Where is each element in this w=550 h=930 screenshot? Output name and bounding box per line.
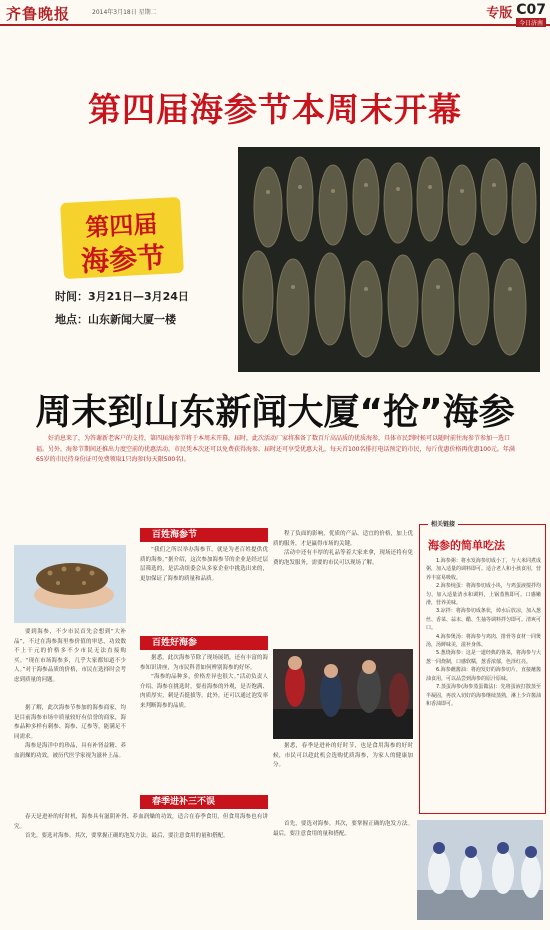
recipe-item: 4.海参煲汤：将海参与鸡肉、排骨等食材一同煲汤，汤鲜味美，滋补身体。 — [426, 633, 541, 649]
column-3-end — [273, 820, 413, 839]
section-name: 专版 — [486, 6, 513, 21]
recipe-item: 3.凉拌：将海参切成条状，焯水后放凉，加入葱丝、香菜、蒜末、醋、生抽等调料拌匀即可。清爽可口。 — [426, 608, 542, 632]
section-head-b: 百姓好海参 — [140, 636, 268, 650]
column-3-para-2: 活动中还有丰厚的礼品等着大家来拿，现场还将有免费的泡发服务，需要的市民可以现场了解。 — [273, 550, 413, 566]
column-3-end-para: 首先，要选对海参。其次，要掌握正确的泡发方法。最后，要注意食用的量和搭配。 — [273, 821, 413, 837]
masthead — [0, 0, 550, 26]
column-3-para-1: 程了负面的影响，优质的产品、适宜的价格，加上优质的服务，才是赢得市场的关键。 — [273, 531, 413, 547]
sea-cucumber-photo — [238, 147, 540, 372]
market-visitors-photo — [273, 649, 413, 739]
event-badge — [60, 197, 184, 279]
sidebar-title: 海参的简单吃法 — [428, 539, 505, 552]
section-head-c: 春季进补三不误 — [140, 795, 268, 809]
sea-cucumber-in-hand-photo — [14, 545, 126, 623]
section-subtitle: 今日济南 — [516, 18, 546, 27]
column-1-para-2: 海参是海洋中的珍品，具有补肾益精、养血润燥的功效，被历代医学家视为滋补上品。 — [14, 743, 126, 759]
spring-para-2: 首先，要选对海参。其次，要掌握正确的泡发方法。最后，要注意食用的量和搭配。 — [25, 833, 229, 840]
main-headline: 第四届海参节本周末开幕 — [88, 90, 462, 129]
column-2-para-1: “我们之所以举办海参节，就是为老百姓提供优质的海参。”据介绍，这次参加海参节的企业是经过层层筛选的，是活动组委会从多家企业中挑选出来的，更加保证了海参的质量和品质。 — [140, 547, 268, 582]
recipe-item: 1.海参粥：将水发海参切成小丁，与大米同煮成粥，加入适量的调料即可。适合老人和小孩食用，营养丰富易吸收。 — [426, 558, 542, 581]
recipe-item: 5.葱烧海参：这是一道经典的鲁菜，将海参与大葱一同烧制，口感软糯，葱香浓郁，色泽红亮。 — [426, 650, 541, 665]
column-1-intro: 要到海参，不少市民首先会想到“大补品”，不过在海参海里参价值的审思，功效数不上干元的价格多不少市民无法直接购买。“现在市场海参多，几乎大家都知道不少人。”对于海参品质的价格，市民在选择时会考虑到质量的问题。 — [14, 629, 126, 683]
recipe-item: 6.海参蘸酱油：将泡发好的海参切片，直接蘸酱油食用，可以品尝到海参的原汁原味。 — [426, 667, 541, 682]
intro-paragraph: 好消息来了，为答谢新老客户的支持，第四届海参节将于本周末开幕，届时，此次活动厂家将准备了数百斤高品质的优质海参，具体市民到时候可以随时前往海参节参加一选口福。另外，海参节期间还推出力度空前的优惠活动。市民凭本次还可以免费获得海参。届时还可享受优惠大礼，每天首100名排打电话预定的市民，每斤优惠价格再优惠100元。年满65岁的市民持身份证可免费领取1只海参(每天限500名)。 — [36, 435, 515, 463]
column-spring — [14, 813, 268, 842]
newspaper-logo: 齐鲁晚报 — [6, 5, 71, 23]
event-info — [40, 190, 230, 340]
column-1-para-1: 据了解，此次海参节参加的海参商家，均是目前海参市场中质量较好有信誉的商家，海参品种多样有刺参、海参、辽参等，能满足不同需求。 — [14, 705, 126, 740]
recipe-item: 2.海参炖蛋：将海参切成小块，与鸡蛋液搅拌均匀，加入适量清水和调料，上锅蒸熟即可。口感嫩滑，营养美味。 — [426, 583, 541, 607]
column-1-body — [14, 704, 126, 762]
column-2-para-3: “海参的品种多，价格差异也很大。”活动负责人介绍，海参在挑选时，要看海参的外观，是否饱满、肉质厚实，刺是否挺拔等。此外，还可以通过泡发率来判断海参的品质。 — [140, 674, 268, 709]
related-link-tag: 相关链接 — [428, 519, 458, 528]
column-3-bottom — [273, 742, 413, 771]
page-number: C07 — [516, 2, 546, 18]
event-time: 时间：3月21日—3月24日 — [55, 290, 189, 303]
section-head-a: 百姓海参节 — [140, 528, 268, 542]
column-1-top — [14, 628, 126, 686]
column-3-para-3: 据悉，春季是进补的好时节，也是食用海参的好时候，市民可以趁此机会选购优质海参，为家人的健康加分。 — [273, 743, 413, 769]
issue-date: 2014年3月18日 星期二 — [92, 9, 157, 16]
event-place: 地点：山东新闻大厦一楼 — [55, 313, 176, 326]
column-2-top — [140, 546, 268, 584]
column-2-mid — [140, 654, 268, 712]
secondary-headline: 周末到山东新闻大厦“抢”海参 — [35, 392, 515, 433]
sidebar-body — [426, 557, 541, 708]
spring-para-1: 春天是进补的好时机，海参具有滋阴补肾、养血润燥的功效，适合在春季食用，但食用海参也有讲究。 — [14, 814, 268, 830]
recipe-item: 7.蒸蛋海参(海参蒸蛋做法)：先将蛋液打散蒸至半凝固，再放入切好的海参继续蒸熟，淋上少许酱油和香油即可。 — [426, 684, 542, 707]
related-link-box — [419, 521, 546, 814]
column-2-para-2: 据悉，此次海参节除了现场展销，还有丰富的海参知识讲座，为市民科普如何辨别海参的好坏。 — [140, 655, 268, 671]
badge-line-2: 海参节 — [80, 240, 166, 279]
badge-line-1: 第四届 — [84, 210, 159, 242]
column-3-top — [273, 530, 413, 568]
workers-photo — [417, 820, 543, 920]
